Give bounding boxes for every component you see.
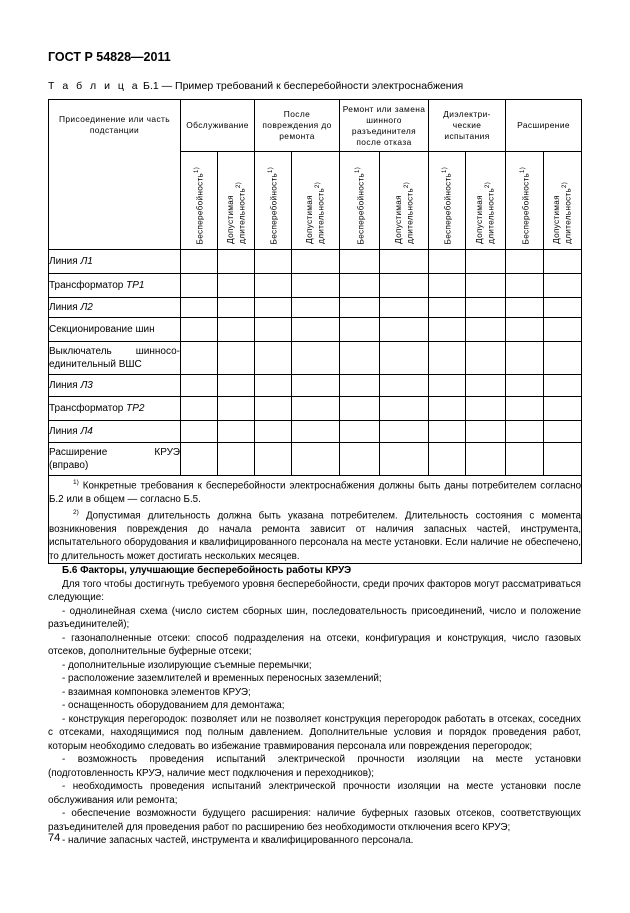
list-item: - наличие запасных частей, инструмента и квалифицированного персонала. bbox=[62, 835, 414, 846]
list-item: - расположение заземлителей и временных переносных заземлений; bbox=[62, 673, 382, 684]
table-footnotes bbox=[49, 476, 582, 564]
caption-number: Б.1 — bbox=[143, 80, 173, 92]
subheader-duration: Допустимая длительность$^{2)}$ bbox=[292, 152, 340, 250]
subheader-duration: Допустимая длительность$^{2)}$ bbox=[218, 152, 255, 250]
table-row-label: Линия Л1 bbox=[49, 250, 181, 274]
subheader-duration: Допустимая длительность$^{2)}$ bbox=[544, 152, 582, 250]
group-header: После повреждения до ремонта bbox=[255, 100, 340, 152]
footnote-1: $^{1)}$ Конкретные требования к бесперебойности электроснабжения должны быть даны потребителем согласно Б.2 или в общем — согласно Б.5. bbox=[49, 479, 582, 505]
list-item: - конструкция перегородок: позволяет или не позволяет конструкция перегородок работать в отсеках, соседних с отсеками, находящимися под полным давлением. Дополнительные условия и порядок проведения работ, которым необходимо следовать во избежание травмирования персонала или повреждения перегородок; bbox=[48, 713, 581, 752]
document-header: ГОСТ Р 54828—2011 bbox=[48, 50, 171, 64]
table-row-label: Линия Л3 bbox=[49, 375, 181, 397]
list-item: - газонаполненные отсеки: способ подразделения на отсеки, конфигурация и конструкция, число газовых отсеков, дополнительные буферные отсеки; bbox=[48, 632, 581, 657]
table-row-label: Линия Л2 bbox=[49, 298, 181, 318]
subheader-duration: Допустимая длительность$^{2)}$ bbox=[380, 152, 429, 250]
table-row-label: Выключатель шинносо- единительный ВШС bbox=[49, 342, 181, 375]
group-header: Расширение bbox=[506, 100, 582, 152]
table-row-label: Трансформатор ТР1 bbox=[49, 274, 181, 298]
paragraph: Для того чтобы достигнуть требуемого уровня бесперебойности, среди прочих факторов могут рассматриваться следующие: bbox=[48, 578, 581, 603]
subheader-continuity: Бесперебойность$^{1)}$ bbox=[181, 152, 218, 250]
section-title: Б.6 Факторы, улучшающие бесперебойность работы КРУЭ bbox=[62, 565, 352, 576]
subheader-continuity: Бесперебойность$^{1)}$ bbox=[340, 152, 380, 250]
caption-text: Пример требований к бесперебойности электроснабжения bbox=[175, 80, 464, 92]
section-b6 bbox=[48, 564, 581, 848]
list-item: - возможность проведения испытаний электрической прочности изоляции на месте установки (подготовленность КРУЭ, наличие мест подключения и переходников); bbox=[48, 754, 581, 779]
table-row-label: Секционирование шин bbox=[49, 318, 181, 342]
requirements-table bbox=[48, 99, 582, 564]
table-row-label: Расширение КРУЭ (вправо) bbox=[49, 443, 181, 476]
table-caption bbox=[48, 80, 463, 92]
list-item: - однолинейная схема (число систем сборных шин, последовательность присоединений, число и положение разъединителей); bbox=[48, 605, 581, 630]
subheader-continuity: Бесперебойность$^{1)}$ bbox=[429, 152, 466, 250]
list-item: - взаимная компоновка элементов КРУЭ; bbox=[62, 686, 251, 698]
subheader-duration: Допустимая длительность$^{2)}$ bbox=[466, 152, 506, 250]
list-item: - оснащенность оборудованием для демонтажа; bbox=[62, 700, 285, 711]
list-item: - дополнительные изолирующие съемные перемычки; bbox=[62, 659, 312, 671]
table-row-label: Трансформатор ТР2 bbox=[49, 397, 181, 421]
subheader-continuity: Бесперебойность$^{1)}$ bbox=[255, 152, 292, 250]
group-header: Ремонт или замена шинного разъединителя после отказа bbox=[340, 100, 429, 152]
table-row-label: Линия Л4 bbox=[49, 421, 181, 443]
page-number: 74 bbox=[48, 832, 61, 844]
list-item: - необходимость проведения испытаний электрической прочности изоляции на месте установки после обслуживания или ремонта; bbox=[48, 781, 581, 806]
col-header-connection: Присоединение или часть подстанции bbox=[49, 100, 181, 250]
group-header: Обслуживание bbox=[181, 100, 255, 152]
list-item: - обеспечение возможности будущего расширения: наличие буферных газовых отсеков, соответствующих разъединителей для проведения работ по расширению без необходимости отключения всего КРУЭ; bbox=[48, 808, 581, 833]
footnote-2: $^{2)}$ Допустимая длительность должна быть указана потребителем. Длительность состояния с момента возникновения повреждения до начала ремонта зависит от наличия запасных частей, инструмента, испытательного оборудования и квалифицированного персонала на месте установки. Если наличие не обеспечено, то длительность может достигать нескольких месяцев. bbox=[49, 509, 582, 562]
caption-label: Т а б л и ц а bbox=[48, 80, 141, 92]
subheader-continuity: Бесперебойность$^{1)}$ bbox=[506, 152, 544, 250]
group-header: Диэлектри-ческие испытания bbox=[429, 100, 506, 152]
